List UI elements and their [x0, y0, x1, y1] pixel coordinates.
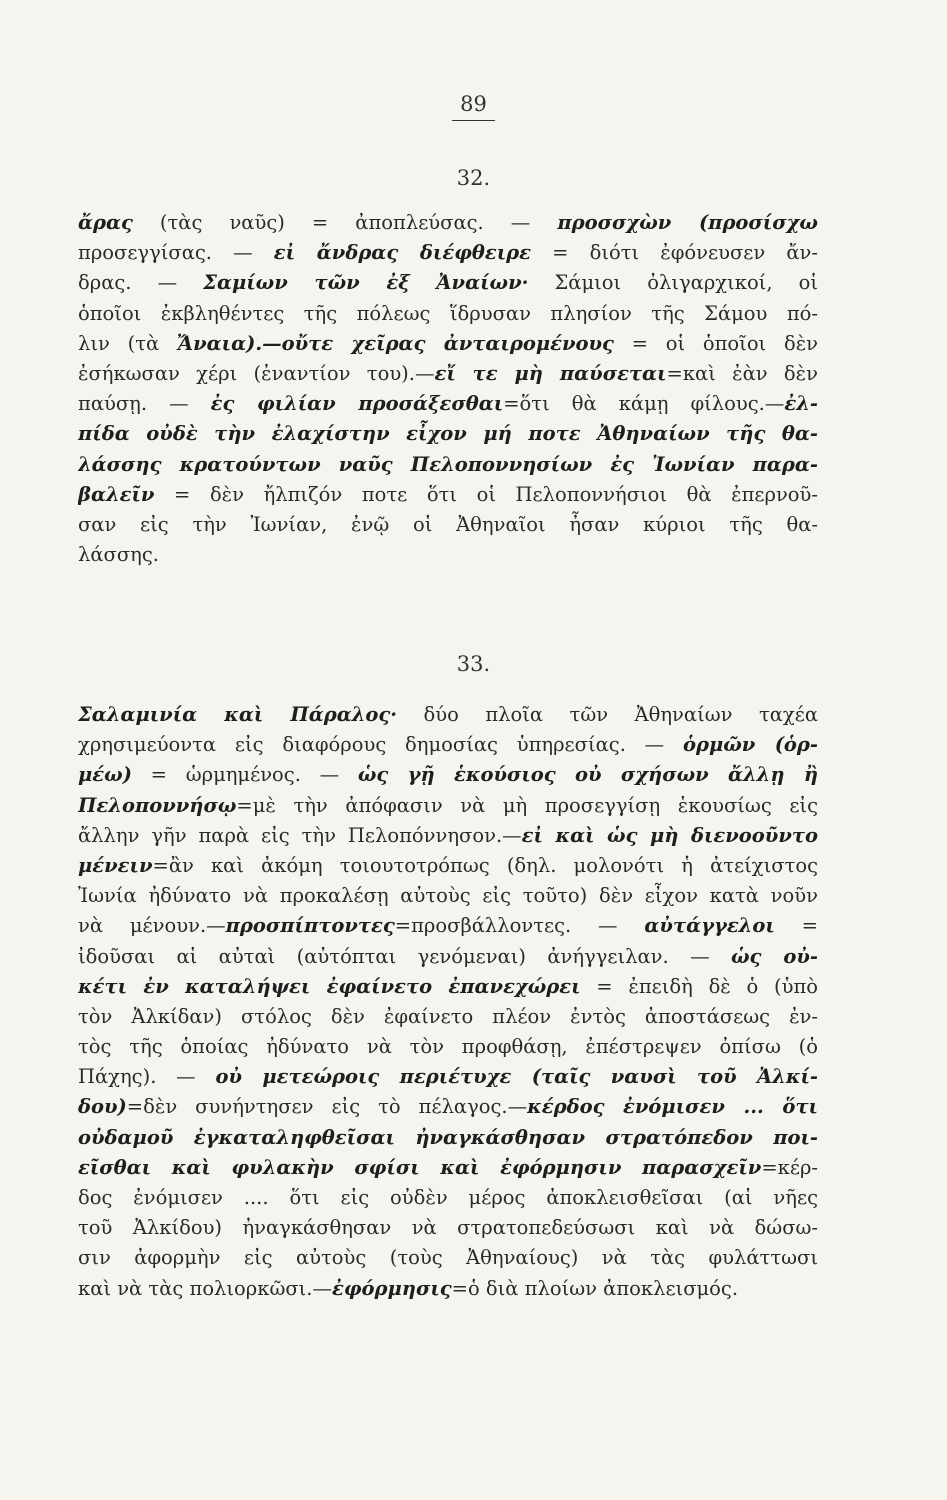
text-line	[78, 1062, 818, 1092]
text-line	[78, 1002, 818, 1032]
lemma-text: ὁρμῶν (ὁρ-	[682, 733, 818, 757]
lemma-text: εἰ καὶ ὡς μὴ διενοοῦντο	[521, 823, 818, 847]
text-line	[78, 238, 818, 268]
section-number: 33.	[456, 652, 491, 676]
gloss-text: λάσσης.	[78, 543, 159, 567]
page-number-text: 89	[452, 92, 495, 121]
text-line	[78, 791, 818, 821]
text-line	[78, 450, 818, 480]
text-line	[78, 1092, 818, 1122]
text-line	[78, 911, 818, 941]
text-line	[78, 851, 818, 881]
gloss-text: =ὅτι θὰ κάμῃ φίλους.—	[503, 392, 785, 416]
gloss-text: ὁποῖοι ἐκβληθέντες τῆς πόλεως ἵδρυσαν πλησίον τῆς Σάμου πό-	[78, 301, 818, 325]
text-line	[78, 389, 818, 419]
gloss-text: = ἐπειδὴ δὲ ὁ (ὑπὸ	[580, 974, 818, 998]
lemma-text: μέω)	[78, 763, 132, 787]
lemma-text: ἄρας	[78, 211, 133, 234]
lemma-text: ἐλ-	[784, 392, 818, 416]
text-line	[78, 942, 818, 972]
text-line	[78, 540, 818, 570]
text-line	[78, 268, 818, 298]
lemma-text: ὡς οὐ-	[730, 944, 818, 968]
gloss-text: = οἱ ὁποῖοι δὲν	[613, 331, 818, 355]
lemma-text: Ἄναια).—οὔτε χεῖρας ἀνταιρομένους	[176, 331, 614, 355]
text-line	[78, 1032, 818, 1062]
gloss-text: σιν ἀφορμὴν εἰς αὐτοὺς (τοὺς Ἀθηναίους) νὰ τὰς φυλάττωσι	[78, 1246, 818, 1270]
gloss-text: =	[774, 914, 818, 938]
gloss-text: = διότι ἐφόνευσεν ἄν-	[530, 241, 818, 265]
text-line	[78, 299, 818, 329]
lemma-text: κέρδος ἐνόμισεν ... ὅτι	[527, 1095, 818, 1119]
text-line	[78, 972, 818, 1002]
gloss-text: ἄλλην γῆν παρὰ εἰς τὴν Πελοπόννησον.—	[78, 823, 522, 847]
lemma-text: οὐδαμοῦ ἐγκαταληφθεῖσαι ἠναγκάσθησαν στρατόπεδον ποι-	[78, 1125, 818, 1149]
lemma-text: πίδα οὐδὲ τὴν ἐλαχίστην εἶχον μή ποτε Ἀθηναίων τῆς θα-	[78, 422, 818, 446]
gloss-text: (τὰς ναῦς) = ἀποπλεύσας. —	[132, 211, 558, 234]
gloss-text: =καὶ ἐὰν δὲν	[666, 361, 818, 385]
page-number	[0, 92, 947, 121]
gloss-text: ἰδοῦσαι αἱ αὐταὶ (αὐτόπται γενόμεναι) ἀνήγγειλαν. —	[78, 944, 731, 968]
text-line	[78, 821, 818, 851]
lemma-text: ἐφόρμησις	[332, 1276, 452, 1300]
gloss-text: = δὲν ἤλπιζόν ποτε ὅτι οἱ Πελοποννήσιοι θὰ ἐπερνοῦ-	[154, 482, 818, 506]
lemma-text: οὐ μετεώροις περιέτυχε (ταῖς ναυσὶ τοῦ Ἀλκί-	[215, 1065, 818, 1089]
gloss-text: δύο πλοῖα τῶν Ἀθηναίων ταχέα	[397, 703, 818, 726]
gloss-text: χρησιμεύοντα εἰς διαφόρους δημοσίας ὑπηρεσίας. —	[78, 733, 683, 757]
gloss-text: δος ἐνόμισεν .... ὅτι εἰς οὐδὲν μέρος ἀποκλεισθεῖσαι (αἱ νῆες	[78, 1186, 818, 1209]
lemma-text: εἰ ἄνδρας διέφθειρε	[273, 241, 531, 265]
text-line	[78, 480, 818, 510]
gloss-text: =ὁ διὰ πλοίων ἀποκλεισμός.	[451, 1276, 739, 1300]
lemma-text: λάσσης κρατούντων ναῦς Πελοποννησίων ἐς Ἰωνίαν παρα-	[78, 452, 818, 476]
text-line	[78, 359, 818, 389]
lemma-text: ἐς φιλίαν προσάξεσθαι	[210, 392, 504, 416]
lemma-text: Σαλαμινία καὶ Πάραλος·	[78, 703, 398, 726]
lemma-text: εἴ τε μὴ παύσεται	[434, 361, 667, 385]
text-line	[78, 1213, 818, 1243]
gloss-text: καὶ νὰ τὰς πολιορκῶσι.—	[78, 1276, 333, 1300]
gloss-text: νὰ μένουν.—	[78, 914, 226, 938]
lemma-text: κέτι ἐν καταλήψει ἐφαίνετο ἐπανεχώρει	[78, 974, 581, 998]
gloss-text: λιν (τὰ	[78, 331, 177, 355]
text-line	[78, 730, 818, 760]
lemma-text: Σαμίων τῶν ἐξ Ἀναίων·	[203, 271, 529, 295]
gloss-text: Πάχης). —	[78, 1065, 216, 1089]
lemma-text: ὡς γῇ ἑκούσιος οὐ σχήσων ἄλλῃ ἢ	[357, 763, 818, 787]
text-line	[78, 208, 818, 238]
gloss-text: = ὡρμημένος. —	[131, 763, 358, 787]
gloss-text: δρας. —	[78, 271, 204, 295]
gloss-text: παύσῃ. —	[78, 392, 211, 416]
text-line	[78, 1153, 818, 1183]
section-32-text	[78, 208, 818, 570]
text-line	[78, 1274, 818, 1304]
lemma-text: προσσχὼν (προσίσχω	[557, 211, 818, 234]
gloss-text: τὸς τῆς ὁποίας ἠδύνατο νὰ τὸν προφθάσῃ, ἐπέστρεψεν ὀπίσω (ὁ	[78, 1035, 818, 1059]
text-line	[78, 510, 818, 540]
gloss-text: =δὲν συνήντησεν εἰς τὸ πέλαγος.—	[126, 1095, 528, 1119]
text-line	[78, 1183, 818, 1213]
text-line	[78, 760, 818, 790]
gloss-text: =κέρ-	[761, 1155, 818, 1179]
lemma-text: βαλεῖν	[78, 482, 155, 506]
gloss-text: τοῦ Ἀλκίδου) ἠναγκάσθησαν νὰ στρατοπεδεύσωσι καὶ νὰ δώσω-	[78, 1216, 818, 1240]
text-line	[78, 700, 818, 730]
lemma-text: εῖσθαι καὶ φυλακὴν σφίσι καὶ ἐφόρμησιν παρασχεῖν	[78, 1155, 762, 1179]
gloss-text: =μὲ τὴν ἀπόφασιν νὰ μὴ προσεγγίσῃ ἑκουσίως εἰς	[236, 793, 818, 817]
section-33-text	[78, 700, 818, 1304]
text-line	[78, 1123, 818, 1153]
text-line	[78, 419, 818, 449]
gloss-text: προσεγγίσας. —	[78, 241, 274, 265]
gloss-text: τὸν Ἀλκίδαν) στόλος δὲν ἐφαίνετο πλέον ἐντὸς ἀποστάσεως ἐν-	[78, 1004, 818, 1028]
gloss-text: =ἂν καὶ ἀκόμη τοιουτοτρόπως (δηλ. μολονότι ἡ ἀτείχιστος	[152, 853, 818, 877]
section-number: 32.	[456, 166, 491, 190]
text-line	[78, 1243, 818, 1273]
gloss-text: Σάμιοι ὀλιγαρχικοί, οἱ	[528, 271, 818, 295]
lemma-text: δου)	[78, 1095, 127, 1119]
gloss-text: Ἰωνία ἠδύνατο νὰ προκαλέσῃ αὐτοὺς εἰς τοῦτο) δὲν εἶχον κατὰ νοῦν	[78, 884, 818, 908]
text-line	[78, 881, 818, 911]
text-line	[78, 329, 818, 359]
lemma-text: Πελοποννήσῳ	[78, 793, 237, 817]
gloss-text: ἐσήκωσαν χέρι (ἐναντίον του).—	[78, 361, 435, 385]
lemma-text: αὐτάγγελοι	[644, 914, 775, 938]
gloss-text: =προσβάλλοντες. —	[394, 914, 645, 938]
lemma-text: μένειν	[78, 853, 153, 877]
lemma-text: προσπίπτοντες	[225, 914, 395, 938]
gloss-text: σαν εἰς τὴν Ἰωνίαν, ἐνῷ οἱ Ἀθηναῖοι ἦσαν κύριοι τῆς θα-	[78, 512, 818, 536]
